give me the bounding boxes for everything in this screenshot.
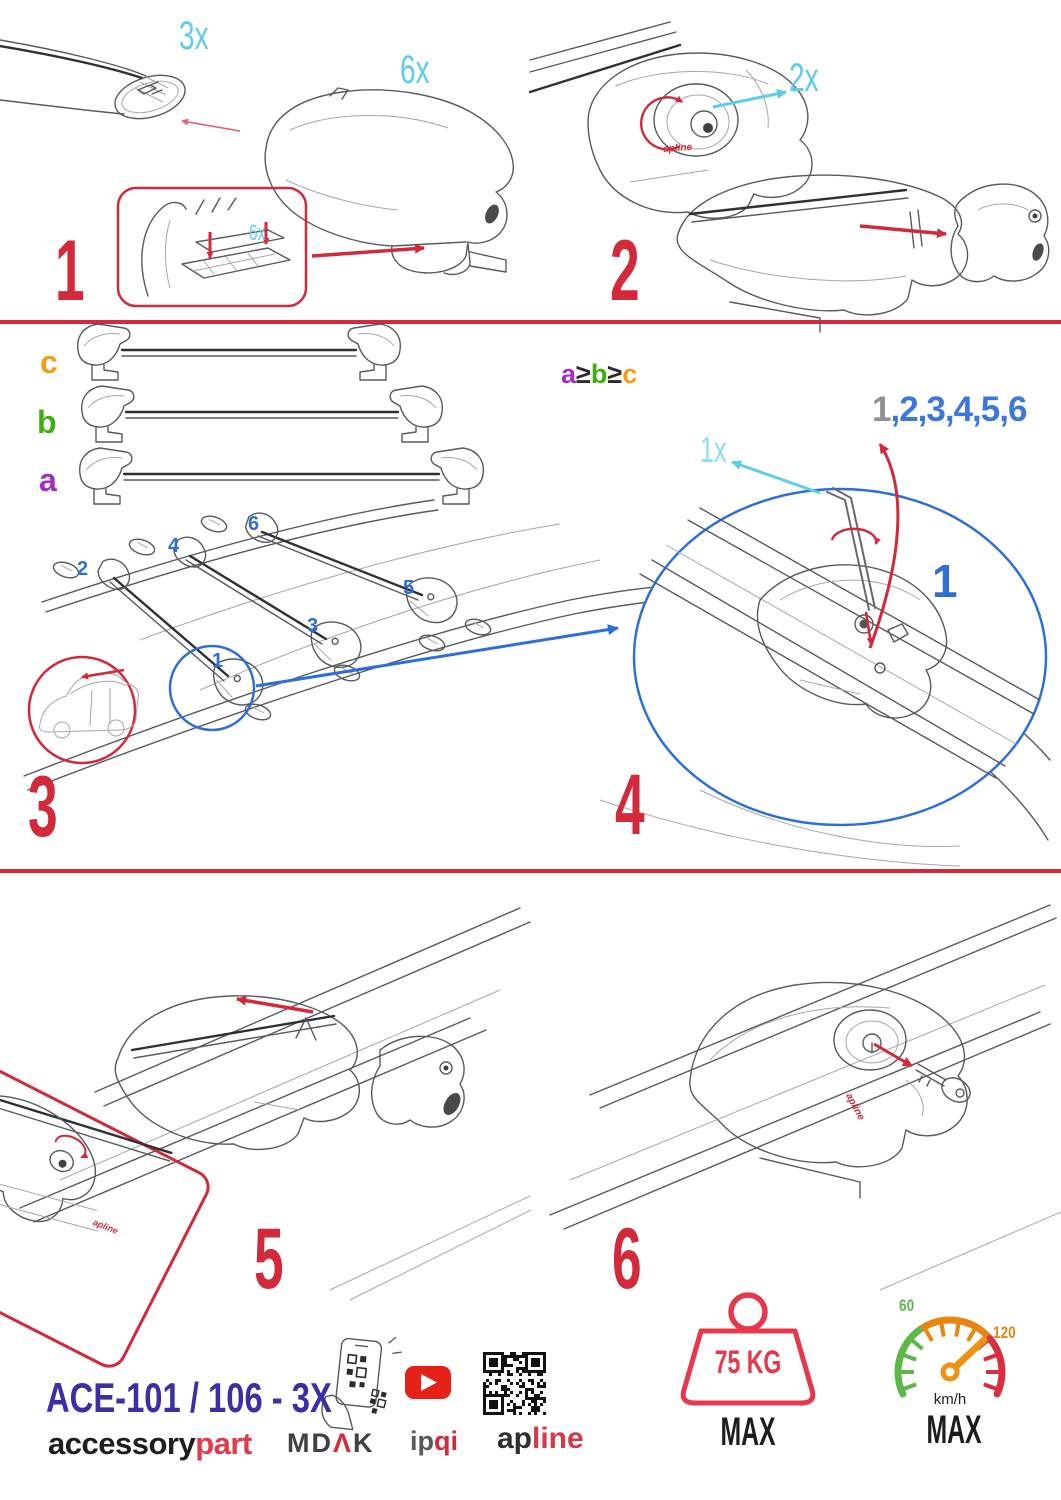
- apline-gray: ap: [497, 1422, 533, 1455]
- mdak-k: K: [353, 1428, 375, 1458]
- rule-ge1: ≥: [576, 359, 591, 389]
- step4-tool-qty-label: 1x: [700, 429, 727, 470]
- step4-number: 4: [615, 757, 644, 853]
- roof-position-5: 5: [403, 577, 415, 599]
- ipqi-gray: ip: [410, 1426, 434, 1456]
- brand-accessorypart: [48, 1428, 252, 1459]
- weight-value-label: 75 KG: [714, 1344, 782, 1380]
- roof-position-4: 4: [168, 535, 180, 557]
- key-icon: [916, 1064, 974, 1107]
- model-code: ACE-101 / 106 - 3X: [46, 1374, 332, 1421]
- logo-mdak: [287, 1430, 375, 1457]
- part-logo-step5: apline: [91, 1217, 120, 1237]
- step5-number: 5: [254, 1211, 283, 1307]
- bar-label-c: c: [40, 344, 58, 380]
- step6-number: 6: [612, 1211, 641, 1307]
- qr-code-icon: [483, 1352, 546, 1415]
- speed-unit-label: km/h: [933, 1391, 967, 1408]
- sequence-first: 1: [872, 390, 891, 429]
- bar-label-b: b: [37, 404, 57, 440]
- ipqi-red: qi: [434, 1426, 458, 1456]
- logo-ipqi: [410, 1428, 458, 1455]
- roof-position-3: 3: [307, 615, 319, 637]
- step1-bar-qty-label: 3x: [179, 14, 209, 58]
- speed-low-label: 60: [899, 1296, 915, 1315]
- step4-position-label: 1: [932, 555, 958, 607]
- rule-b: b: [590, 359, 608, 389]
- rule-c: c: [622, 359, 638, 389]
- apline-red: line: [532, 1422, 584, 1455]
- brand-black: accessory: [48, 1426, 196, 1461]
- part-logo-step2: apline: [662, 141, 693, 155]
- rule-ge2: ≥: [607, 359, 623, 389]
- roof-position-6: 6: [248, 513, 260, 535]
- roof-position-2: 2: [77, 558, 89, 580]
- bar-label-a: a: [39, 462, 57, 498]
- rule-a: a: [561, 359, 577, 389]
- step1-pad-qty-label: 6x: [249, 220, 266, 245]
- step4-torque-zoom-illustration: [634, 444, 1046, 847]
- size-rule-label: [561, 361, 637, 388]
- step1-number: 1: [55, 223, 84, 319]
- step1-foot-qty-label: 6x: [400, 48, 430, 92]
- mdak-lambda: Λ: [333, 1428, 354, 1458]
- roof-position-1: 1: [212, 650, 224, 672]
- brand-red: part: [195, 1426, 252, 1461]
- step2-number: 2: [610, 223, 639, 319]
- youtube-icon: [405, 1366, 451, 1399]
- scan-phone-icon: [320, 1331, 402, 1434]
- zoom-ellipse: [634, 489, 1046, 825]
- step5-inset-panel: [0, 1021, 216, 1371]
- sequence-rest: ,2,3,4,5,6: [890, 390, 1027, 429]
- speedometer-icon: [898, 1320, 1002, 1394]
- mdak-md: MD: [287, 1428, 333, 1458]
- tightening-sequence-label: [872, 392, 1026, 427]
- weight-max-label: MAX: [720, 1410, 776, 1454]
- car-icon: [39, 670, 138, 738]
- bars-abc-illustration: [78, 324, 484, 504]
- speed-high-label: 120: [993, 1323, 1016, 1342]
- part-logo-step6: apline: [843, 1091, 867, 1123]
- step3-number: 3: [28, 759, 57, 855]
- speed-max-label: MAX: [926, 1408, 982, 1452]
- step2-lock-qty-label: 2x: [789, 56, 819, 100]
- logo-apline: [497, 1424, 584, 1454]
